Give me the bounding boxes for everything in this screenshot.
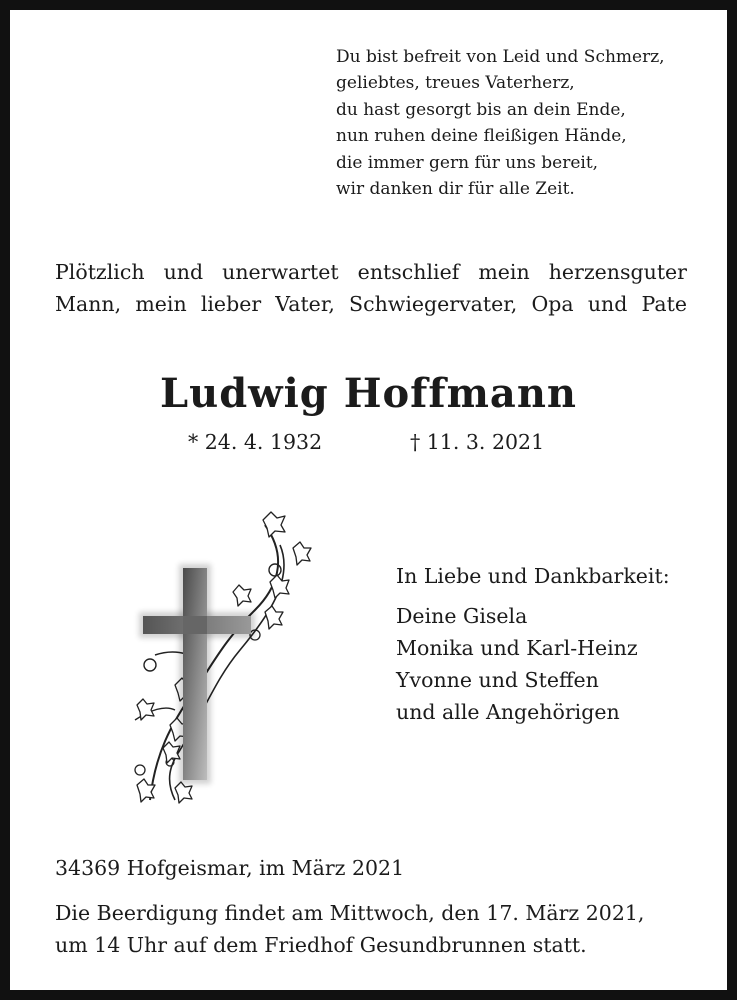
intro-text — [55, 256, 687, 320]
funeral-info — [55, 897, 687, 961]
mourner-name: und alle Angehörigen — [396, 700, 620, 724]
poem-line: du hast gesorgt bis an dein Ende, — [336, 99, 626, 120]
intro-line: Plötzlich und unerwartet entschlief mein herzensguter — [55, 260, 687, 284]
mourner-name: Monika und Karl-Heinz — [396, 636, 638, 660]
deceased-name: Ludwig Hoffmann — [160, 370, 577, 417]
mourner-name: Deine Gisela — [396, 604, 528, 628]
mourner-name: Yvonne und Steffen — [396, 668, 599, 692]
cross-with-ivy-icon — [115, 500, 315, 815]
poem-line: nun ruhen deine fleißigen Hände, — [336, 126, 627, 147]
poem-line: die immer gern für uns bereit, — [336, 152, 599, 173]
funeral-line: Die Beerdigung findet am Mittwoch, den 17. März 2021, — [55, 901, 645, 925]
obituary-notice — [10, 10, 727, 990]
poem-line: geliebtes, treues Vaterherz, — [336, 73, 575, 94]
birth-date: * 24. 4. 1932 — [188, 430, 323, 454]
place-date: 34369 Hofgeismar, im März 2021 — [55, 856, 405, 880]
death-date: † 11. 3. 2021 — [410, 430, 545, 454]
poem-line: wir danken dir für alle Zeit. — [336, 179, 575, 200]
funeral-line: um 14 Uhr auf dem Friedhof Gesundbrunnen statt. — [55, 933, 587, 957]
poem-line: Du bist befreit von Leid und Schmerz, — [336, 47, 665, 67]
mourners-heading: In Liebe und Dankbarkeit: — [396, 564, 670, 588]
intro-line: Mann, mein lieber Vater, Schwiegervater, Opa und Pate — [55, 292, 687, 316]
poem — [336, 44, 716, 202]
mourners-block — [396, 560, 670, 728]
